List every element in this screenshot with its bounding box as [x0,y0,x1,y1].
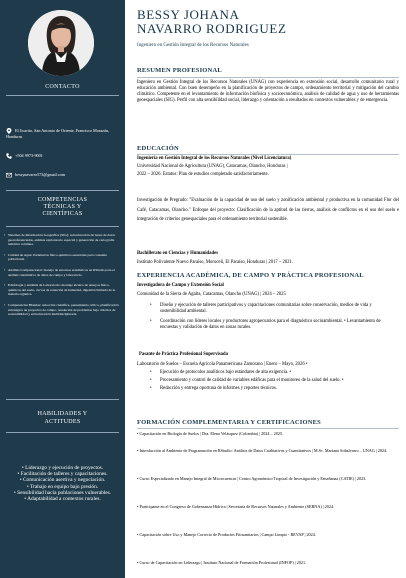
job1-place: Comunidad de la Sierra de Agalta, Catacamas, Olancho (UNAG) | 2024 – 2025 [137,292,286,297]
contact-email[interactable] [6,172,122,178]
job2-place: Laboratorio de Suelos – Escuela Agrícola Panamericana Zamorano | Enero – Mayo, 2026 • [137,362,308,367]
email-text: bessynavarro573@gmail.com [15,172,66,177]
bachelor-title: Bachillerato en Ciencias y Humanidades [137,251,218,256]
cert-item: • Curso de Capacitación en Liderazgo | Instituto Nacional de Formación Profesional (INFOP) | 2021. [137,560,307,565]
list-item: • Procesamiento y control de calidad de variables edáficas para el monitoreo de la salud del suelo. • [150,378,398,384]
divider [6,190,119,191]
divider [6,226,119,227]
thesis-text: Investigación de Pregrado: "Evaluación de la capacidad de uso del suelo y zonificación ambiental y productiva en la comunidad Flor del Café, Catacamas, Olancho." Enfoque del proyecto: Clasificación de la aptitud de las tierras, análisis de conflictos en el uso del suelo e integración de criterios geoespaciales para el ordenamiento territorial sostenible. [137,198,399,223]
list-item: • Sensibilidad hacia poblaciones vulnerables. [3,490,122,496]
certifications-heading: FORMACIÓN COMPLEMENTARIA Y CERTIFICACIONES [137,419,321,426]
list-item: • Adaptabilidad a contextos rurales. [3,496,122,502]
degree-institution: Universidad Nacional de Agricultura (UNAG), Catacamas, Olancho, Honduras | [137,164,288,169]
candidate-title: Ingeniero en Gestión Integral de los Recursos Naturales [137,43,249,48]
divider [137,154,399,155]
list-item: • Competencias Blandas: redacción científica, pensamiento crítico, planificación estratégica de proyectos de campo, resolución de problemas bajo criterios de sostenibilidad y estructuración multidisciplinaria. [4,303,121,317]
list-item: • Comunicación asertiva y negociación. [3,477,122,483]
skills-list [3,465,122,502]
list-item: • Liderazgo y ejecución de proyectos. [3,465,122,471]
divider [137,77,399,78]
cert-item: • Capacitación en Biología de Suelos | Dra. Elena Velásquez (Colombia) | 2024 – 2025. [137,431,284,436]
phone-text: +504 9973-9001 [15,153,43,158]
skills-heading: HABILIDADES Y ACTITUDES [37,411,88,425]
list-item: • Diseño y ejecución de talleres participativos y capacitaciones comunitarias sobre conservación, medios de vida y sostenibilidad ambiental. [150,303,398,315]
list-item: • Coordinación con líderes locales y productores agropecuarios para el diagnóstico socioambiental. • Levantamiento de encuestas y validación de datos en zonas rurales. [150,319,398,331]
divider [6,432,119,433]
email-icon [6,172,12,178]
list-item: • Edafología y Análisis de Laboratorio: montaje técnico de ensayos físico-químicos del suelo, curvas de retención de humedad, digestión húmeda de la materia orgánica. [4,283,121,297]
sidebar [0,0,125,578]
cert-item: • Capacitación sobre Uso y Manejo Correcto de Productos Fitosanitarios | Campo Limpio - REVAP | 2024. [137,532,316,537]
profile-photo [28,10,94,76]
list-item: • Ejecución de protocolos analíticos bajo estándares de alta exigencia. • [150,370,398,376]
list-item: • Facilitación de talleres y capacitaciones. [3,471,122,477]
cert-item: • Curso Especializado en Manejo Integral de Microcuencas | Centro Agronómico Tropical de Investigación y Enseñanza (CATIE) | 2023. [137,476,367,481]
job2-list [150,370,398,392]
cert-item: • Introducción al Ambiente de Programación en RStudio: Análisis de Datos Cualitativos y Cuantitativos | M.Sc. Mariano Sobalvarro – UNAG | 2024. [137,448,388,453]
degree-title: Ingeniería en Gestión Integral de los Recursos Naturales (Nivel Licenciatura) [137,156,292,161]
job1-title: Investigadora de Campo y Extensión Social [137,283,224,288]
divider [137,428,399,429]
divider [6,399,119,400]
address-text: El Jicarito, San Antonio de Oriente, Francisco Morazán, Honduras [6,128,109,139]
experience-heading: EXPERIENCIA ACADÉMICA, DE CAMPO Y PRÁCTICA PROFESIONAL [137,272,364,279]
competencies-heading: COMPETENCIAS TÉCNICAS Y CIENTÍFICAS [37,197,88,217]
candidate-name: BESSY JOHANA NAVARRO RODRIGUEZ [137,7,287,36]
job1-list [150,303,398,331]
list-item: • Redacción y entrega oportuna de informes y reportes técnicos. [150,386,398,392]
list-item: • Calidad de Agua: Parámetros físico-químicos esenciales para consumo poblacional. [4,253,121,262]
contact-phone[interactable] [6,153,122,159]
education-heading: EDUCACIÓN [137,145,179,152]
competencies-list [4,233,121,323]
cert-item: • Participante en el Congreso de Gobernanza Hídrica | Secretaría de Recursos Naturales y Ambiente (SERNA) | 2024. [137,504,335,509]
list-item: • Trabajo en equipo bajo presión. [3,484,122,490]
bachelor-detail: Instituto Polivalente Nuevo Paraíso, Moroceli, El Paraíso, Honduras | 2017 – 2021. [137,260,293,265]
divider [6,95,119,96]
contact-heading: CONTACTO [45,84,80,90]
contact-address [6,128,122,140]
phone-icon [6,153,12,159]
profile-heading: RESUMEN PROFESIONAL [137,67,222,74]
profile-text: Ingeniero en Gestión Integral de los Recursos Naturales (UNAG) con experiencia en extensión social, desarrollo comunitario rural y educación ambiental. Con buen desempeño en la planificación de proyectos de campo, ordenamiento territorial y mitigación del cambio climático. Competente en el levantamiento de información biofísica y socioeconómica, análisis de calidad de agua y uso de herramientas geoespaciales (SIG). Perfil con alta sensibilidad social, liderazgo y orientación a resultados en contextos vulnerables y de emergencia. [137,80,399,103]
list-item: • Sistemas de Información Geográfica (SIG): estructuración de bases de datos georreferenciadas, análisis exploratorio espacial y generación de cartografía temática continua. [4,233,121,247]
job2-title: Pasante de Práctica Profesional Supervisada [139,352,228,357]
list-item: • Análisis Computacional: manejo de entornos estadísticos en RStudio para el análisis cuantitativo de datos de campo y laboratorio. [4,268,121,277]
degree-period: 2022 – 2026. Estatus: Plan de estudios completado satisfactoriamente. [137,172,269,177]
